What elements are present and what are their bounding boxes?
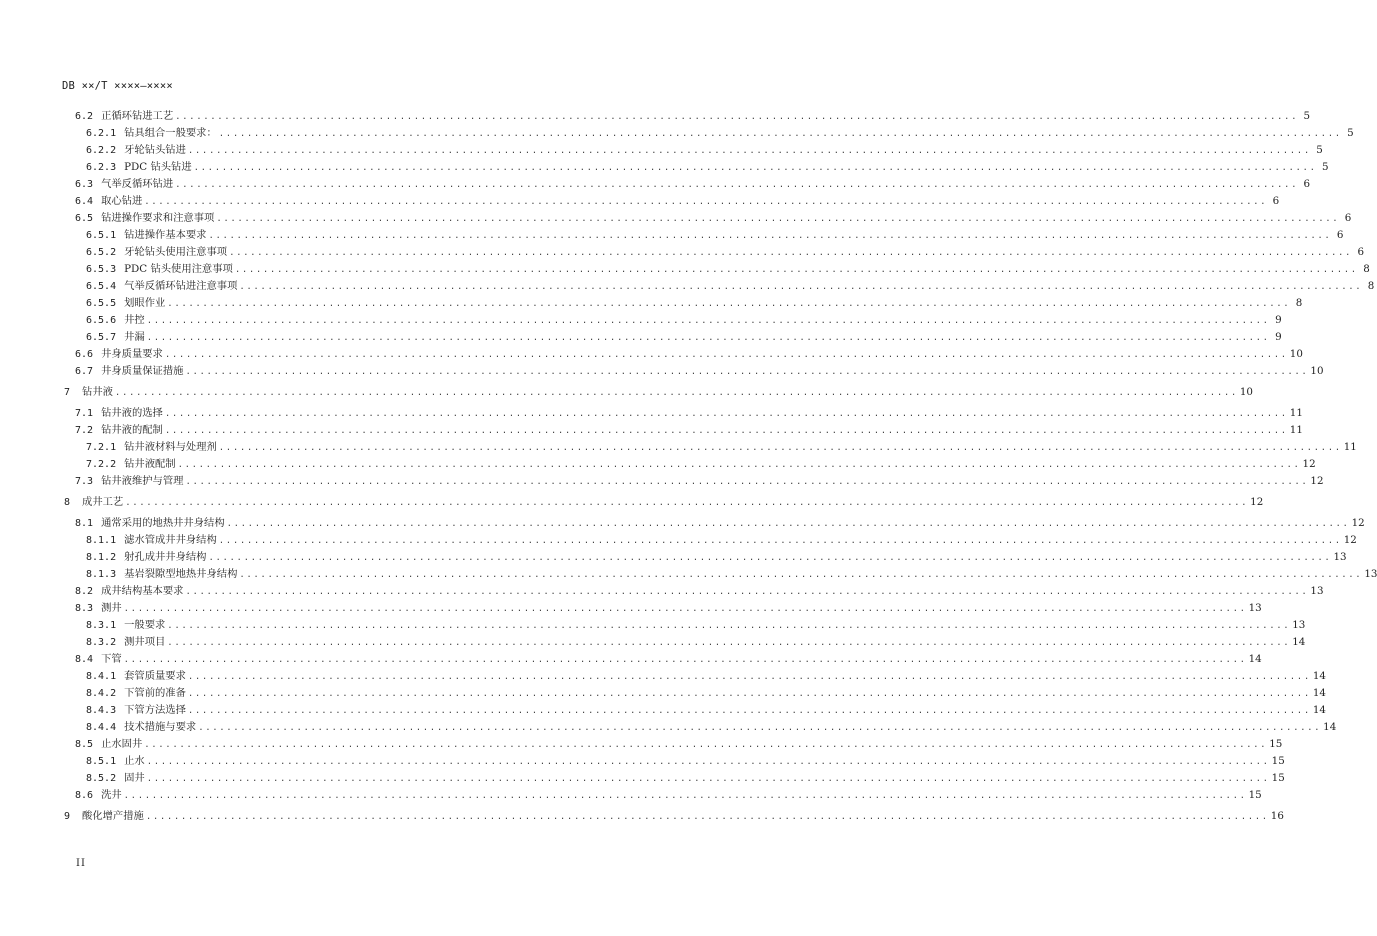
toc-section-title: 取心钻进 [101,195,143,207]
toc-section-title: 气举反循环钻进 [101,178,174,190]
toc-section-title: PDC 钻头钻进 [124,161,192,173]
toc-dot-leader: ................................................................................................................................................................ [146,333,1270,343]
toc-entry[interactable] [0,685,1326,702]
toc-section-title: 井身质量要求 [101,348,163,360]
toc-dot-leader: ................................................................................................................................................................ [177,460,1301,470]
toc-page-number: 15 [1271,772,1285,784]
toc-section-title: 止水固井 [101,738,143,750]
toc-entry[interactable] [0,787,1262,804]
toc-dot-leader: ................................................................................................................................................................ [218,129,1342,139]
toc-page-number: 10 [1310,365,1324,377]
toc-page-number: 5 [1303,110,1311,122]
toc-page-number: 8 [1295,297,1303,309]
toc-entry[interactable] [0,770,1285,787]
toc-section-title: 钻井液配制 [124,458,176,470]
toc-page-number: 5 [1322,161,1329,173]
toc-page-number: 15 [1248,789,1262,801]
toc-entry[interactable] [0,405,1303,422]
standard-code-header: DB ××/T ××××—×××× [62,80,173,92]
toc-section-title: 下管方法选择 [124,704,186,716]
toc-page-number: 13 [1333,551,1347,563]
toc-entry-line [75,405,1303,423]
toc-dot-leader: ................................................................................................................................................................ [114,388,1238,398]
toc-entry[interactable] [0,566,1377,583]
toc-entry[interactable] [0,159,1329,176]
toc-dot-leader: ................................................................................................................................................................ [185,367,1309,377]
toc-dot-leader: ................................................................................................................................................................ [175,112,1299,122]
toc-entry[interactable] [0,329,1282,346]
toc-dot-leader: ................................................................................................................................................................ [187,706,1311,716]
toc-entry[interactable] [0,384,1253,401]
toc-section-number: 8.1.2 [86,552,117,563]
toc-entry-line [86,159,1329,177]
toc-section-title: 钻具组合一般要求： [124,127,217,139]
toc-page-number: 13 [1310,585,1324,597]
toc-entry[interactable] [0,210,1352,227]
toc-page-number: 5 [1316,144,1323,156]
toc-section-number: 8.3 [75,603,94,614]
toc-section-number: 8.1.1 [86,535,117,546]
toc-entry[interactable] [0,473,1324,490]
toc-entry[interactable] [0,312,1282,329]
toc-entry-line [75,583,1324,601]
toc-section-title: 射孔成井井身结构 [124,551,207,563]
toc-page-number: 11 [1289,424,1303,436]
toc-section-title: 划眼作业 [124,297,166,309]
toc-entry[interactable] [0,668,1326,685]
toc-page-number: 13 [1364,568,1377,580]
toc-page-number: 6 [1272,195,1280,207]
toc-entry[interactable] [0,532,1357,549]
toc-entry-line [86,278,1375,296]
toc-page-number: 14 [1312,704,1326,716]
toc-section-title: 钻井液 [82,386,113,398]
toc-section-title: 基岩裂隙型地热井身结构 [124,568,238,580]
toc-entry[interactable] [0,515,1365,532]
toc-entry[interactable] [0,617,1306,634]
toc-entry-line [75,787,1262,805]
toc-dot-leader: ................................................................................................................................................................ [146,757,1270,767]
toc-entry-line [86,261,1370,279]
toc-entry[interactable] [0,583,1324,600]
toc-entry[interactable] [0,142,1323,159]
toc-page-number: 15 [1271,755,1285,767]
toc-section-title: 成井工艺 [82,496,124,508]
toc-dot-leader: ................................................................................................................................................................ [123,655,1247,665]
toc-page-number: 8 [1367,280,1375,292]
toc-dot-leader: ................................................................................................................................................................ [234,265,1358,275]
toc-entry[interactable] [0,176,1311,193]
toc-section-number: 8.4.2 [86,688,117,699]
toc-dot-leader: ................................................................................................................................................................ [175,180,1299,190]
toc-entry-line [75,515,1365,533]
toc-section-number: 7.2.1 [86,442,117,453]
toc-dot-leader: ................................................................................................................................................................ [187,689,1311,699]
toc-page-number: 16 [1270,810,1284,822]
toc-page-number: 10 [1289,348,1303,360]
toc-page-number: 14 [1248,653,1262,665]
toc-page-number: 12 [1302,458,1316,470]
toc-section-number: 8.2 [75,586,94,597]
toc-page-number: 13 [1292,619,1306,631]
toc-entry[interactable] [0,125,1354,142]
toc-section-number: 6.7 [75,366,94,377]
toc-entry[interactable] [0,278,1375,295]
toc-entry-line [86,329,1282,347]
toc-section-number: 6.5.2 [86,247,117,258]
toc-section-title: 井身质量保证措施 [101,365,184,377]
toc-section-title: 一般要求 [124,619,166,631]
toc-entry-line [86,295,1303,313]
toc-dot-leader: ................................................................................................................................................................ [167,621,1291,631]
toc-section-number: 7.2.2 [86,459,117,470]
toc-dot-leader: ................................................................................................................................................................ [198,723,1322,733]
toc-entry[interactable] [0,494,1264,511]
toc-entry-line [86,439,1357,457]
toc-section-title: 下管前的准备 [124,687,186,699]
toc-entry-line [86,702,1326,720]
toc-entry[interactable] [0,549,1347,566]
toc-dot-leader: ................................................................................................................................................................ [146,774,1270,784]
toc-dot-leader: ................................................................................................................................................................ [146,316,1270,326]
toc-section-title: 钻井液的选择 [101,407,163,419]
toc-section-number: 6.5.7 [86,332,117,343]
toc-entry-line [75,108,1311,126]
toc-dot-leader: ................................................................................................................................................................ [167,638,1291,648]
toc-section-title: 钻井液材料与处理剂 [124,441,217,453]
toc-entry-line [75,473,1324,491]
toc-section-number: 8.4.1 [86,671,117,682]
toc-page-number: 11 [1343,441,1357,453]
toc-entry[interactable] [0,193,1280,210]
toc-dot-leader: ................................................................................................................................................................ [125,498,1249,508]
toc-entry-line [86,617,1306,635]
toc-section-number: 8.1.3 [86,569,117,580]
toc-dot-leader: ................................................................................................................................................................ [218,443,1342,453]
toc-section-number: 7.1 [75,408,94,419]
toc-entry-line [86,753,1285,771]
toc-section-title: 成井结构基本要求 [101,585,184,597]
toc-dot-leader: ................................................................................................................................................................ [187,672,1311,682]
page-number-footer: II [76,858,86,869]
toc-dot-leader: ................................................................................................................................................................ [185,477,1309,487]
toc-entry-line [64,494,1264,512]
toc-section-title: 固井 [124,772,145,784]
toc-dot-leader: ................................................................................................................................................................ [185,587,1309,597]
toc-entry[interactable] [0,702,1326,719]
toc-page-number: 11 [1289,407,1303,419]
toc-entry-line [75,651,1262,669]
toc-entry-line [75,210,1352,228]
toc-dot-leader: ................................................................................................................................................................ [239,282,1363,292]
toc-page-number: 14 [1312,687,1326,699]
toc-page-number: 6 [1344,212,1352,224]
toc-dot-leader: ................................................................................................................................................................ [164,350,1288,360]
toc-entry[interactable] [0,108,1311,125]
toc-entry-line [86,719,1337,737]
toc-entry-line [86,142,1323,160]
toc-page-number: 6 [1303,178,1311,190]
toc-dot-leader: ................................................................................................................................................................ [144,740,1268,750]
toc-entry-line [75,363,1324,381]
toc-section-number: 6.5.4 [86,281,117,292]
toc-section-number: 8.6 [75,790,94,801]
toc-section-number: 8.3.1 [86,620,117,631]
toc-page-number: 14 [1292,636,1306,648]
toc-section-number: 7.3 [75,476,94,487]
toc-entry[interactable] [0,808,1284,825]
toc-entry-line [86,634,1306,652]
toc-entry[interactable] [0,295,1303,312]
toc-section-number: 8.4.4 [86,722,117,733]
toc-page-number: 5 [1347,127,1354,139]
toc-section-number: 6.2.1 [86,128,117,139]
toc-section-number: 8.5 [75,739,94,750]
toc-dot-leader: ................................................................................................................................................................ [187,146,1311,156]
toc-page-number: 9 [1275,331,1282,343]
toc-section-number: 8 [64,497,71,508]
toc-entry-line [64,808,1284,826]
toc-section-number: 9 [64,811,71,822]
toc-dot-leader: ................................................................................................................................................................ [218,536,1342,546]
toc-section-title: 洗井 [101,789,122,801]
toc-entry-line [75,600,1262,618]
toc-section-title: 酸化增产措施 [82,810,144,822]
toc-section-number: 6.5.3 [86,264,117,275]
toc-section-number: 6.6 [75,349,94,360]
toc-dot-leader: ................................................................................................................................................................ [208,231,1332,241]
toc-entry-line [86,549,1347,567]
toc-entry[interactable] [0,719,1337,736]
toc-section-title: 止水 [124,755,145,767]
toc-entry-line [75,736,1283,754]
toc-section-number: 6.3 [75,179,94,190]
toc-section-number: 8.4.3 [86,705,117,716]
toc-dot-leader: ................................................................................................................................................................ [216,214,1340,224]
toc-entry[interactable] [0,422,1303,439]
toc-section-title: 钻井液维护与管理 [101,475,184,487]
toc-entry[interactable] [0,227,1344,244]
toc-page-number: 6 [1336,229,1344,241]
toc-section-title: 套管质量要求 [124,670,186,682]
toc-section-title: 通常采用的地热井井身结构 [101,517,225,529]
toc-entry[interactable] [0,753,1285,770]
toc-entry-line [86,456,1316,474]
toc-section-number: 6.5 [75,213,94,224]
toc-entry[interactable] [0,736,1283,753]
toc-section-title: 井漏 [124,331,145,343]
toc-section-number: 6.5.1 [86,230,117,241]
toc-section-title: 钻进操作要求和注意事项 [101,212,215,224]
toc-page-number: 12 [1351,517,1365,529]
toc-section-number: 6.5.5 [86,298,117,309]
toc-section-title: 井控 [124,314,145,326]
toc-section-number: 8.3.2 [86,637,117,648]
toc-dot-leader: ................................................................................................................................................................ [145,812,1269,822]
toc-section-number: 8.5.1 [86,756,117,767]
toc-entry[interactable] [0,600,1262,617]
toc-section-number: 6.2 [75,111,94,122]
toc-page-number: 12 [1343,534,1357,546]
toc-entry-line [86,227,1344,245]
toc-entry-line [86,125,1354,143]
toc-section-title: PDC 钻头使用注意事项 [124,263,233,275]
toc-dot-leader: ................................................................................................................................................................ [164,409,1288,419]
toc-section-number: 7.2 [75,425,94,436]
toc-entry-line [75,176,1311,194]
toc-dot-leader: ................................................................................................................................................................ [164,426,1288,436]
toc-page-number: 15 [1269,738,1283,750]
toc-entry-line [86,566,1377,584]
toc-section-title: 技术措施与要求 [124,721,197,733]
toc-entry-line [86,532,1357,550]
toc-entry-line [75,422,1303,440]
toc-page-number: 12 [1250,496,1264,508]
toc-dot-leader: ................................................................................................................................................................ [226,519,1350,529]
toc-dot-leader: ................................................................................................................................................................ [123,791,1247,801]
toc-section-number: 8.5.2 [86,773,117,784]
toc-section-number: 8.4 [75,654,94,665]
toc-section-number: 6.4 [75,196,94,207]
toc-section-number: 6.2.2 [86,145,117,156]
toc-section-number: 7 [64,387,71,398]
toc-entry[interactable] [0,261,1370,278]
toc-entry[interactable] [0,456,1316,473]
toc-entry-line [75,193,1280,211]
toc-entry[interactable] [0,346,1303,363]
toc-page-number: 14 [1323,721,1337,733]
toc-section-title: 钻井液的配制 [101,424,163,436]
toc-section-title: 测井 [101,602,122,614]
toc-entry[interactable] [0,439,1357,456]
toc-section-number: 6.5.6 [86,315,117,326]
toc-entry[interactable] [0,363,1324,380]
toc-page-number: 6 [1357,246,1365,258]
toc-entry-line [75,346,1303,364]
toc-section-number: 8.1 [75,518,94,529]
toc-section-title: 正循环钻进工艺 [101,110,174,122]
toc-section-title: 测井项目 [124,636,166,648]
toc-section-title: 钻进操作基本要求 [124,229,207,241]
toc-entry[interactable] [0,244,1365,261]
toc-entry-line [86,685,1326,703]
toc-entry-line [86,770,1285,788]
toc-section-title: 下管 [101,653,122,665]
toc-section-title: 滤水管成井井身结构 [124,534,217,546]
toc-entry-line [86,244,1365,262]
toc-section-title: 牙轮钻头使用注意事项 [124,246,228,258]
toc-dot-leader: ................................................................................................................................................................ [193,163,1317,173]
toc-entry[interactable] [0,651,1262,668]
toc-dot-leader: ................................................................................................................................................................ [123,604,1247,614]
toc-section-title: 牙轮钻头钻进 [124,144,186,156]
toc-entry[interactable] [0,634,1306,651]
toc-section-number: 6.2.3 [86,162,117,173]
toc-entry-line [86,668,1326,686]
toc-entry-line [64,384,1253,402]
toc-dot-leader: ................................................................................................................................................................ [208,553,1332,563]
toc-page-number: 8 [1363,263,1370,275]
toc-dot-leader: ................................................................................................................................................................ [167,299,1291,309]
toc-dot-leader: ................................................................................................................................................................ [239,570,1363,580]
toc-entry-line [86,312,1282,330]
toc-section-title: 气举反循环钻进注意事项 [124,280,238,292]
toc-dot-leader: ................................................................................................................................................................ [144,197,1268,207]
toc-page-number: 14 [1312,670,1326,682]
toc-page-number: 10 [1239,386,1253,398]
toc-page-number: 9 [1275,314,1282,326]
toc-dot-leader: ................................................................................................................................................................ [229,248,1353,258]
toc-page-number: 12 [1310,475,1324,487]
toc-page-number: 13 [1248,602,1262,614]
